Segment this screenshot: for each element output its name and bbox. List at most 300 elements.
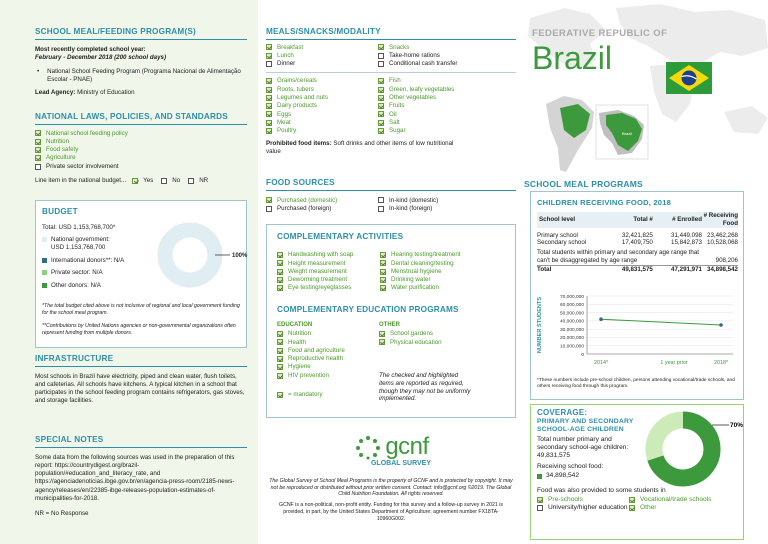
checkbox-label: National school feeding policy <box>46 129 128 137</box>
table-cell: Total <box>537 265 552 273</box>
checkbox-label: Oil <box>389 110 397 118</box>
checkbox-label: Physical education <box>390 338 442 346</box>
checkbox-label: Purchased (foreign) <box>277 204 332 212</box>
foods-left-list <box>266 77 378 135</box>
gcnf-wordmark: gcnf <box>385 433 429 460</box>
checkbox-item <box>380 268 460 276</box>
inset-map-label: Brazil <box>622 131 633 136</box>
country-republic: FEDERATIVE REPUBLIC OF <box>532 28 668 39</box>
checkbox-item <box>35 154 247 162</box>
budget-total: Total: USD 1,153,768,700* <box>42 224 116 231</box>
checkbox-label: Nutrition <box>288 330 312 338</box>
coverage-item-label: Vocational/trade schools <box>640 496 712 504</box>
checkbox-item <box>266 85 378 93</box>
checkbox-label: Meat <box>277 118 291 126</box>
checkbox-item <box>378 94 454 102</box>
checkbox-label: Conditional cash transfer <box>389 60 458 68</box>
checked-checkbox[interactable] <box>277 331 283 337</box>
program-bullet: • National School Feeding Program (Programa Nacional de Alimentação Escolar - PNAE) <box>35 68 247 84</box>
checkbox-label: Nutrition <box>46 137 70 145</box>
checkbox-item <box>266 52 378 60</box>
children-header: CHILDREN RECEIVING FOOD, 2018 <box>537 198 672 207</box>
checked-checkbox[interactable] <box>277 339 283 345</box>
checkbox-item <box>266 127 378 135</box>
checkbox-label: Legumes and nuts <box>277 94 328 101</box>
checked-checkbox[interactable] <box>378 78 384 84</box>
checked-checkbox[interactable] <box>378 111 384 117</box>
activities-box <box>266 224 516 418</box>
pie-slice <box>654 420 683 458</box>
checkbox-item <box>277 338 345 346</box>
checked-checkbox[interactable] <box>629 505 635 511</box>
budget-legend-value: N/A <box>92 269 103 277</box>
coverage-receiving-label: Receiving school food: <box>537 463 604 470</box>
table-cell: 32,421,825 <box>621 231 653 239</box>
checkbox-item <box>378 196 438 204</box>
coverage-subheader: PRIMARY AND SECONDARY SCHOOL-AGE CHILDREN <box>537 418 634 434</box>
gcnf-logo-icon <box>353 435 383 459</box>
recent-year-label: Most recently completed school year: <box>35 46 146 54</box>
checked-checkbox[interactable] <box>266 87 272 93</box>
education-header: COMPLEMENTARY EDUCATION PROGRAMS <box>277 305 459 314</box>
activities-right-list <box>380 251 460 292</box>
y-tick-label: 50,000,000 <box>559 311 584 317</box>
coverage-header: COVERAGE: <box>537 408 588 417</box>
notes-text: Some data from the following sources was used in the preparation of this report: https://countrydigest.org/brazil-population/#education_and_literacy_rate, and https://agenciadenoticias.ibge.gov.br/en/agencia-press-room/2185-news-agency/releases/en/22385-ibge-releases-population-estimates-of-municipalities-for-2018. <box>35 454 235 502</box>
checkbox-item <box>277 330 345 338</box>
checkbox-item <box>378 43 457 51</box>
coverage-items <box>537 496 741 513</box>
checkbox-item <box>266 110 378 118</box>
checkbox-label: Salt <box>389 118 400 126</box>
budget-legend-text <box>51 257 124 265</box>
checked-checkbox[interactable] <box>35 155 41 161</box>
unchecked-checkbox[interactable] <box>378 61 384 67</box>
coverage-box <box>530 404 744 540</box>
budget-legend-label: Other donors: <box>51 282 89 289</box>
checkbox-label: Handwashing with soap <box>288 251 354 259</box>
checked-checkbox[interactable] <box>277 356 283 362</box>
y-tick-label: 30,000,000 <box>559 327 584 333</box>
checkbox-item <box>277 251 380 259</box>
x-tick-label: 2018* <box>713 360 729 366</box>
checkbox-item <box>35 162 247 170</box>
middle-column <box>258 0 520 544</box>
meals-section <box>266 27 516 156</box>
checkbox-label: Health <box>288 338 306 346</box>
table-row <box>537 239 738 247</box>
activities-left-list <box>277 251 380 292</box>
y-tick-label: 70,000,000 <box>559 294 584 300</box>
data-point <box>719 323 723 327</box>
checked-checkbox[interactable] <box>378 95 384 101</box>
total-row <box>537 265 738 273</box>
checkbox-item <box>277 347 345 355</box>
table-cell: Primary school <box>537 231 578 239</box>
budget-legend-value: N/A <box>113 256 125 264</box>
checked-checkbox[interactable] <box>380 285 386 291</box>
checkbox-item <box>35 129 247 137</box>
budget-legend <box>42 236 152 295</box>
checkbox-item <box>266 94 378 102</box>
checkbox-label: Drinking water <box>391 276 431 284</box>
table-cell: 10,528,068 <box>707 239 738 247</box>
budget-note-2: **Contributions by United Nations agencies or non-governmental organizations often represent funding from multiple donors. <box>42 323 236 336</box>
series-line <box>601 319 721 325</box>
education-note: The checked and highlighted items are reported as required, though they may not be uniformly implemented. <box>379 372 471 403</box>
table-cell: 49,831,575 <box>621 265 653 273</box>
checkbox-item <box>277 259 380 267</box>
coverage-item <box>629 496 737 504</box>
country-name: Brazil <box>532 39 613 76</box>
checkbox-item <box>277 371 345 379</box>
table-cell: 17,409,750 <box>621 239 653 247</box>
laws-section <box>35 112 247 185</box>
budget-legend-value: USD 1,153,768,700 <box>51 243 106 251</box>
budget-legend-item <box>42 269 152 277</box>
checked-checkbox[interactable] <box>629 497 635 503</box>
students-line-chart <box>533 292 741 377</box>
checkbox-item <box>266 43 378 51</box>
checkbox-label: Menstrual hygiene <box>391 267 442 275</box>
checkbox-item <box>378 127 454 135</box>
notes-section <box>35 435 247 517</box>
y-tick-label: 0 <box>581 352 584 358</box>
checked-checkbox[interactable] <box>266 197 272 203</box>
checkbox-item <box>380 259 460 267</box>
checked-checkbox[interactable] <box>277 364 283 370</box>
legend-swatch <box>42 237 47 242</box>
nr-checkbox[interactable] <box>188 178 194 184</box>
receiving-swatch <box>537 474 542 479</box>
checkbox-label: Dinner <box>277 60 296 68</box>
checked-checkbox[interactable] <box>277 373 283 379</box>
y-axis-label: NUMBER STUDENTS <box>537 296 543 354</box>
coverage-item <box>537 496 629 504</box>
checkbox-label: In-kind (domestic) <box>389 196 439 204</box>
checked-checkbox[interactable] <box>380 269 386 275</box>
activities-grid <box>277 251 460 292</box>
food-sources-grid <box>266 196 516 213</box>
lead-agency-label: Lead Agency: <box>35 89 76 97</box>
checked-checkbox[interactable] <box>266 111 272 117</box>
infrastructure-section <box>35 354 247 406</box>
nr-note: NR = No Response <box>35 509 89 517</box>
checkbox-item <box>277 355 345 363</box>
budget-legend-label: National government: <box>51 236 110 243</box>
country-title <box>532 28 667 74</box>
checkbox-label: Fish <box>389 77 401 85</box>
checked-checkbox[interactable] <box>380 277 386 283</box>
checkbox-item <box>378 85 454 93</box>
coverage-receiving <box>537 472 579 480</box>
mandatory-legend-label: = mandatory <box>288 391 323 399</box>
y-tick-label: 10,000,000 <box>559 344 584 350</box>
checkbox-label: Hearing testing/treatment <box>391 251 461 259</box>
yes-checkbox[interactable] <box>132 178 138 184</box>
budget-pie <box>152 223 248 289</box>
checkbox-item <box>266 77 378 85</box>
gcnf-branding <box>266 434 516 522</box>
education-right-list <box>379 330 442 347</box>
col-header-total: Total # <box>633 215 653 223</box>
gcnf-footer-2: GCNF is a non-political, non-profit entity. Funding for this survey and a follow-up survey in 2021 is provided, in part, by the United States Department of Agriculture; agreement number FX18TA-10960G002. <box>279 502 503 522</box>
checkbox-label: Take-home rations <box>389 51 440 59</box>
table-row <box>537 232 738 240</box>
food-sources-section <box>266 178 516 213</box>
checkbox-label: Green, leafy vegetables <box>389 85 455 93</box>
unchecked-checkbox[interactable] <box>537 505 543 511</box>
meals-right-list <box>378 43 457 68</box>
coverage-total-value: 49,831,575 <box>537 452 571 460</box>
budget-legend-text <box>51 236 110 252</box>
education-left-list <box>277 330 345 380</box>
pie-label: 70% <box>730 422 744 429</box>
checked-checkbox[interactable] <box>266 78 272 84</box>
coverage-receiving-value: 34,898,542 <box>546 472 580 480</box>
checkbox-item <box>378 110 454 118</box>
activities-header: COMPLEMENTARY ACTIVITIES <box>277 232 404 241</box>
budget-legend-text <box>51 269 103 277</box>
checkbox-label: In-kind (foreign) <box>389 204 433 212</box>
mandatory-legend-checkbox <box>277 392 283 398</box>
checkbox-label: Food and agriculture <box>288 346 345 354</box>
budget-header: BUDGET <box>42 207 78 216</box>
checkbox-item <box>266 60 378 68</box>
line-item-row <box>35 177 247 185</box>
meal-program-section <box>35 27 247 97</box>
disaggregated-label: Total students within primary and secondary age range that can't be disaggregated by age range <box>537 249 699 264</box>
chart-note: *These numbers include pre-school children, persons attending vocational/trade schools, and others receiving food through this program. <box>537 378 735 390</box>
meals-grid <box>266 43 516 68</box>
gcnf-subtitle: GLOBAL SURVEY <box>370 460 432 467</box>
programs-header: SCHOOL MEAL PROGRAMS <box>524 179 643 189</box>
unchecked-checkbox[interactable] <box>378 206 384 212</box>
unchecked-checkbox[interactable] <box>378 197 384 203</box>
checked-checkbox[interactable] <box>277 348 283 354</box>
checkbox-label: Reproductive health <box>288 355 344 363</box>
checked-checkbox[interactable] <box>266 128 272 134</box>
legend-swatch <box>42 270 47 275</box>
checkbox-item <box>35 146 247 154</box>
infrastructure-text: Most schools in Brazil have electricity, piped and clean water, flush toilets, and cafeterias. All schools have kitchens. A typical kitchen in a school that participates in the school feeding program contains refrigerators, gas stoves, and storage facilities. <box>35 373 245 405</box>
coverage-item <box>629 504 737 512</box>
checked-checkbox[interactable] <box>266 44 272 50</box>
sources-right-list <box>378 196 438 213</box>
checkbox-label: HIV prevention <box>288 371 329 379</box>
checkbox-label: School gardens <box>390 330 433 338</box>
unchecked-checkbox[interactable] <box>35 164 41 170</box>
meals-left-list <box>266 43 378 68</box>
disaggregated-value: 908,206 <box>715 256 738 264</box>
checkbox-label: Roots, tubers <box>277 85 314 93</box>
checked-checkbox[interactable] <box>380 260 386 266</box>
laws-list <box>35 129 247 170</box>
checked-checkbox[interactable] <box>266 120 272 126</box>
other-subheader: OTHER <box>379 322 400 328</box>
disaggregated-row <box>537 247 738 265</box>
checkbox-item <box>378 205 438 213</box>
checkbox-item <box>277 363 345 371</box>
yes-label: Yes <box>143 177 154 184</box>
checkbox-item <box>378 102 454 110</box>
budget-legend-value: N/A <box>90 282 101 289</box>
checkbox-label: Hygiene <box>288 363 311 371</box>
checkbox-item <box>378 52 457 60</box>
budget-pie-label: 100% <box>232 253 248 259</box>
checkbox-item <box>380 276 460 284</box>
x-tick-label: 1 year prior <box>660 360 688 366</box>
line-item-label: Line item in the national budget... <box>35 177 127 184</box>
checked-checkbox[interactable] <box>277 277 283 283</box>
checkbox-item <box>378 119 454 127</box>
checked-checkbox[interactable] <box>378 120 384 126</box>
unchecked-checkbox[interactable] <box>266 61 272 67</box>
education-subheader: EDUCATION <box>277 322 313 328</box>
checked-checkbox[interactable] <box>380 252 386 258</box>
checked-checkbox[interactable] <box>378 128 384 134</box>
checked-checkbox[interactable] <box>266 53 272 59</box>
checkbox-item <box>266 119 378 127</box>
checkbox-label: Agriculture <box>46 154 76 162</box>
checkbox-item <box>35 138 247 146</box>
sources-left-list <box>266 196 378 213</box>
coverage-total-label: Total number primary and secondary school-age children: <box>537 436 629 452</box>
checked-checkbox[interactable] <box>277 285 283 291</box>
checkbox-label: Eye testing/eyeglasses <box>288 284 352 292</box>
checkbox-label: Water purification <box>391 284 439 292</box>
children-table <box>537 212 738 273</box>
lead-agency-value: Ministry of Education <box>77 89 135 97</box>
legend-swatch <box>42 283 47 288</box>
checked-checkbox[interactable] <box>378 44 384 50</box>
checked-checkbox[interactable] <box>378 103 384 109</box>
brazil-inset-map <box>596 105 648 159</box>
budget-legend-item <box>42 257 152 265</box>
checkbox-item <box>379 330 442 338</box>
checkbox-label: Deworming treatment <box>288 276 348 284</box>
also-provided-label: Food was also provided to some students in <box>537 487 666 494</box>
checked-checkbox[interactable] <box>35 147 41 153</box>
prohibited-label: Prohibited food items: <box>266 140 332 148</box>
checkbox-item <box>266 196 378 204</box>
right-column <box>520 0 768 544</box>
checkbox-label: Sugar <box>389 127 406 135</box>
checkbox-label: Purchased (domestic) <box>277 196 338 204</box>
table-cell: 31,449,098 <box>671 231 702 239</box>
foods-right-list <box>378 77 454 135</box>
col-header-enrolled: # Enrolled <box>672 215 702 223</box>
checked-checkbox[interactable] <box>277 260 283 266</box>
budget-box <box>35 200 247 348</box>
checkbox-label: Eggs <box>277 110 292 118</box>
checkbox-label: Snacks <box>389 43 410 51</box>
y-tick-label: 40,000,000 <box>559 319 584 325</box>
laws-header: NATIONAL LAWS, POLICIES, AND STANDARDS <box>35 112 228 121</box>
data-point <box>599 317 603 321</box>
checkbox-label: Private sector involvement <box>46 162 119 170</box>
checkbox-label: Grains/cereals <box>277 77 317 85</box>
children-table-header <box>537 212 738 228</box>
infrastructure-header: INFRASTRUCTURE <box>35 354 114 363</box>
food-sources-header: FOOD SOURCES <box>266 178 335 187</box>
mandatory-legend <box>277 391 323 399</box>
no-label: No <box>172 177 181 184</box>
checked-checkbox[interactable] <box>266 103 272 109</box>
legend-swatch <box>42 258 47 263</box>
budget-legend-item <box>42 236 152 252</box>
coverage-item-label: Other <box>640 504 657 512</box>
food-items-grid <box>266 77 516 135</box>
checkbox-label: Poultry <box>277 127 297 135</box>
gcnf-footer-1: The Global Survey of School Meal Programs is the property of GCNF and is protected by copyright. It may not be reproduced or distributed without prior written consent. Contact: info@gcnf.org ©2019. The Global Child Nutrition Foundation. All rights reserved. <box>269 477 513 498</box>
meal-program-header: SCHOOL MEAL/FEEDING PROGRAM(S) <box>35 27 196 36</box>
checked-checkbox[interactable] <box>537 497 543 503</box>
unchecked-checkbox[interactable] <box>378 53 384 59</box>
checked-checkbox[interactable] <box>35 139 41 145</box>
recent-year-value: February - December 2018 (200 school days) <box>35 54 167 61</box>
table-cell: 34,898,542 <box>707 265 738 273</box>
coverage-item-label: University/higher education <box>548 504 628 512</box>
no-checkbox[interactable] <box>161 178 167 184</box>
table-cell: 47,291,971 <box>671 265 702 273</box>
checked-checkbox[interactable] <box>378 87 384 93</box>
unchecked-checkbox[interactable] <box>266 206 272 212</box>
checkbox-item <box>380 251 460 259</box>
checkbox-item <box>378 60 457 68</box>
checkbox-label: Fruits <box>389 102 405 110</box>
y-tick-label: 20,000,000 <box>559 336 584 342</box>
checkbox-label: Breakfast <box>277 43 304 51</box>
checkbox-label: Dairy products <box>277 102 317 110</box>
checked-checkbox[interactable] <box>266 95 272 101</box>
checkbox-item <box>378 77 454 85</box>
checked-checkbox[interactable] <box>277 269 283 275</box>
checkbox-item <box>277 276 380 284</box>
checkbox-item <box>379 338 442 346</box>
budget-note-1: *The total budget cited above is not inclusive of regional and local government funding for the school meal program. <box>42 303 240 316</box>
program-bullet-text: National School Feeding Program (Programa Nacional de Alimentação Escolar - PNAE) <box>47 67 241 83</box>
gcnf-logo <box>266 434 516 460</box>
checkbox-item <box>277 268 380 276</box>
checkbox-label: Other vegetables <box>389 94 437 101</box>
checked-checkbox[interactable] <box>379 339 385 345</box>
budget-legend-label: International donors**: <box>51 256 113 264</box>
children-box <box>530 191 744 400</box>
table-cell: 15,842,873 <box>671 239 702 247</box>
coverage-item-label: Pre-schools <box>548 496 583 504</box>
table-cell: 23,462,268 <box>707 231 738 239</box>
checkbox-item <box>266 102 378 110</box>
checked-checkbox[interactable] <box>35 130 41 136</box>
budget-pie-slice <box>165 230 215 280</box>
checkbox-item <box>380 284 460 292</box>
budget-legend-item <box>42 282 152 290</box>
budget-legend-label: Private sector: <box>51 269 91 277</box>
checkbox-item <box>277 284 380 292</box>
checkbox-label: Height measurement <box>288 259 346 267</box>
x-tick-label: 2014* <box>593 360 609 366</box>
nr-label: NR <box>199 177 209 184</box>
brazil-flag <box>666 62 712 94</box>
notes-header: SPECIAL NOTES <box>35 435 104 444</box>
checkbox-label: Dental cleaning/testing <box>391 259 454 267</box>
checkbox-label: Food safety <box>46 146 79 154</box>
checked-checkbox[interactable] <box>379 331 385 337</box>
prohibited-value: Soft drinks and other items of low nutritional value <box>266 140 454 155</box>
checked-checkbox[interactable] <box>277 252 283 258</box>
coverage-total <box>537 436 633 461</box>
